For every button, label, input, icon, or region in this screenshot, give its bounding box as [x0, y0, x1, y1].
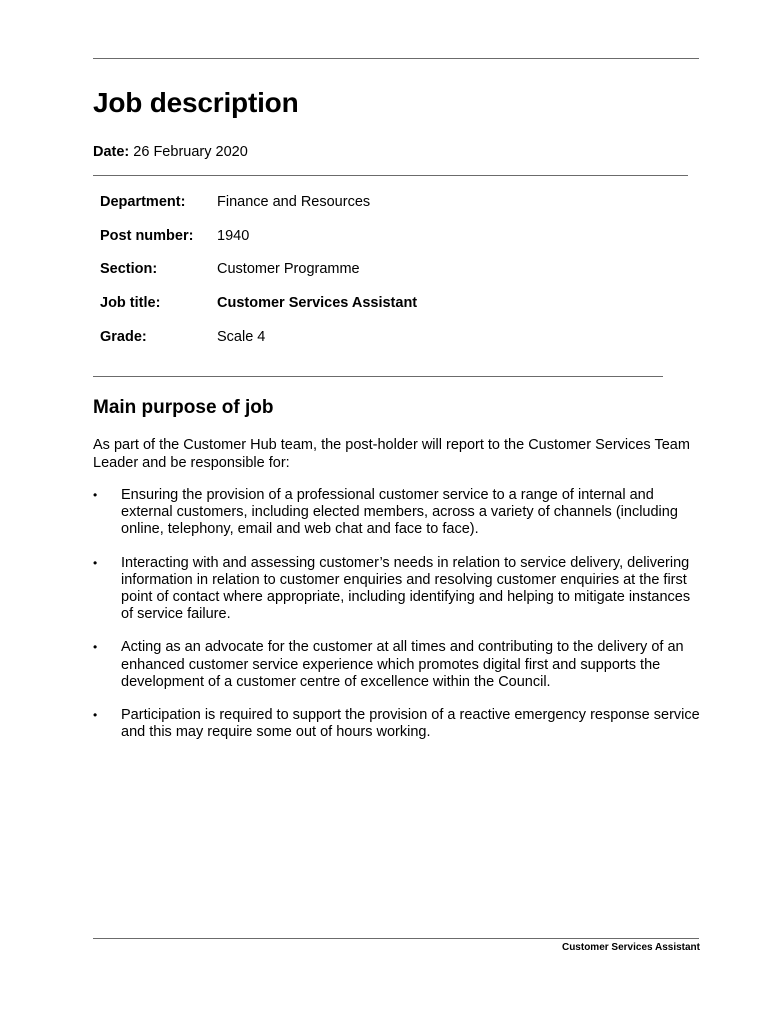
list-item: [93, 707, 705, 741]
section-heading-main-purpose: Main purpose of job: [93, 397, 274, 418]
detail-label: Grade:: [100, 328, 147, 345]
header-divider: [93, 58, 699, 59]
bullet-icon: •: [93, 640, 98, 655]
details-divider: [93, 376, 663, 377]
main-purpose-intro: As part of the Customer Hub team, the post-holder will report to the Customer Services Team Leader and be responsible for:: [93, 437, 690, 471]
detail-row-grade: [100, 327, 660, 361]
detail-label: Job title:: [100, 295, 161, 312]
detail-value: 1940: [217, 227, 250, 244]
date-line: [93, 142, 248, 162]
list-item: [93, 555, 705, 624]
detail-label: Section:: [100, 261, 158, 278]
date-value: 26 February 2020: [133, 144, 248, 160]
bullet-icon: •: [93, 708, 98, 723]
detail-value: Customer Services Assistant: [217, 295, 418, 312]
detail-value: Finance and Resources: [217, 194, 371, 210]
list-item-text: Acting as an advocate for the customer at all times and contributing to the delivery of an enhanced customer service experience which promotes digital first and supports the development of a customer centre of excellence within the Council.: [121, 639, 684, 690]
page-title: Job description: [93, 87, 299, 118]
responsibilities-list: [93, 487, 705, 757]
detail-label: Post number:: [100, 227, 194, 244]
job-details-table: [100, 192, 660, 360]
list-item: [93, 487, 705, 539]
detail-row-department: [100, 192, 660, 226]
date-label: Date:: [93, 144, 130, 160]
date-divider: [93, 175, 688, 176]
detail-row-section: [100, 259, 660, 293]
detail-label: Department:: [100, 194, 186, 210]
list-item-text: Ensuring the provision of a professional customer service to a range of internal and external customers, including elected members, across a variety of channels (including online, telephony, email and web chat and face to face).: [121, 487, 678, 538]
list-item: [93, 639, 705, 691]
detail-row-post-number: [100, 226, 660, 260]
bullet-icon: •: [93, 555, 98, 570]
detail-value: Customer Programme: [217, 261, 360, 278]
bullet-icon: •: [93, 488, 98, 502]
detail-value: Scale 4: [217, 328, 266, 345]
footer-job-title: Customer Services Assistant: [561, 942, 700, 953]
footer-divider: [93, 938, 699, 939]
list-item-text: Interacting with and assessing customer’s needs in relation to service delivery, delivering information in relation to customer enquiries and resolving customer enquiries at the first point of contact where appropriate, including identifying and helping to mitigate instances of service failure.: [121, 554, 691, 623]
list-item-text: Participation is required to support the provision of a reactive emergency response service and this may require some out of hours working.: [121, 707, 700, 741]
detail-row-job-title: [100, 293, 660, 327]
